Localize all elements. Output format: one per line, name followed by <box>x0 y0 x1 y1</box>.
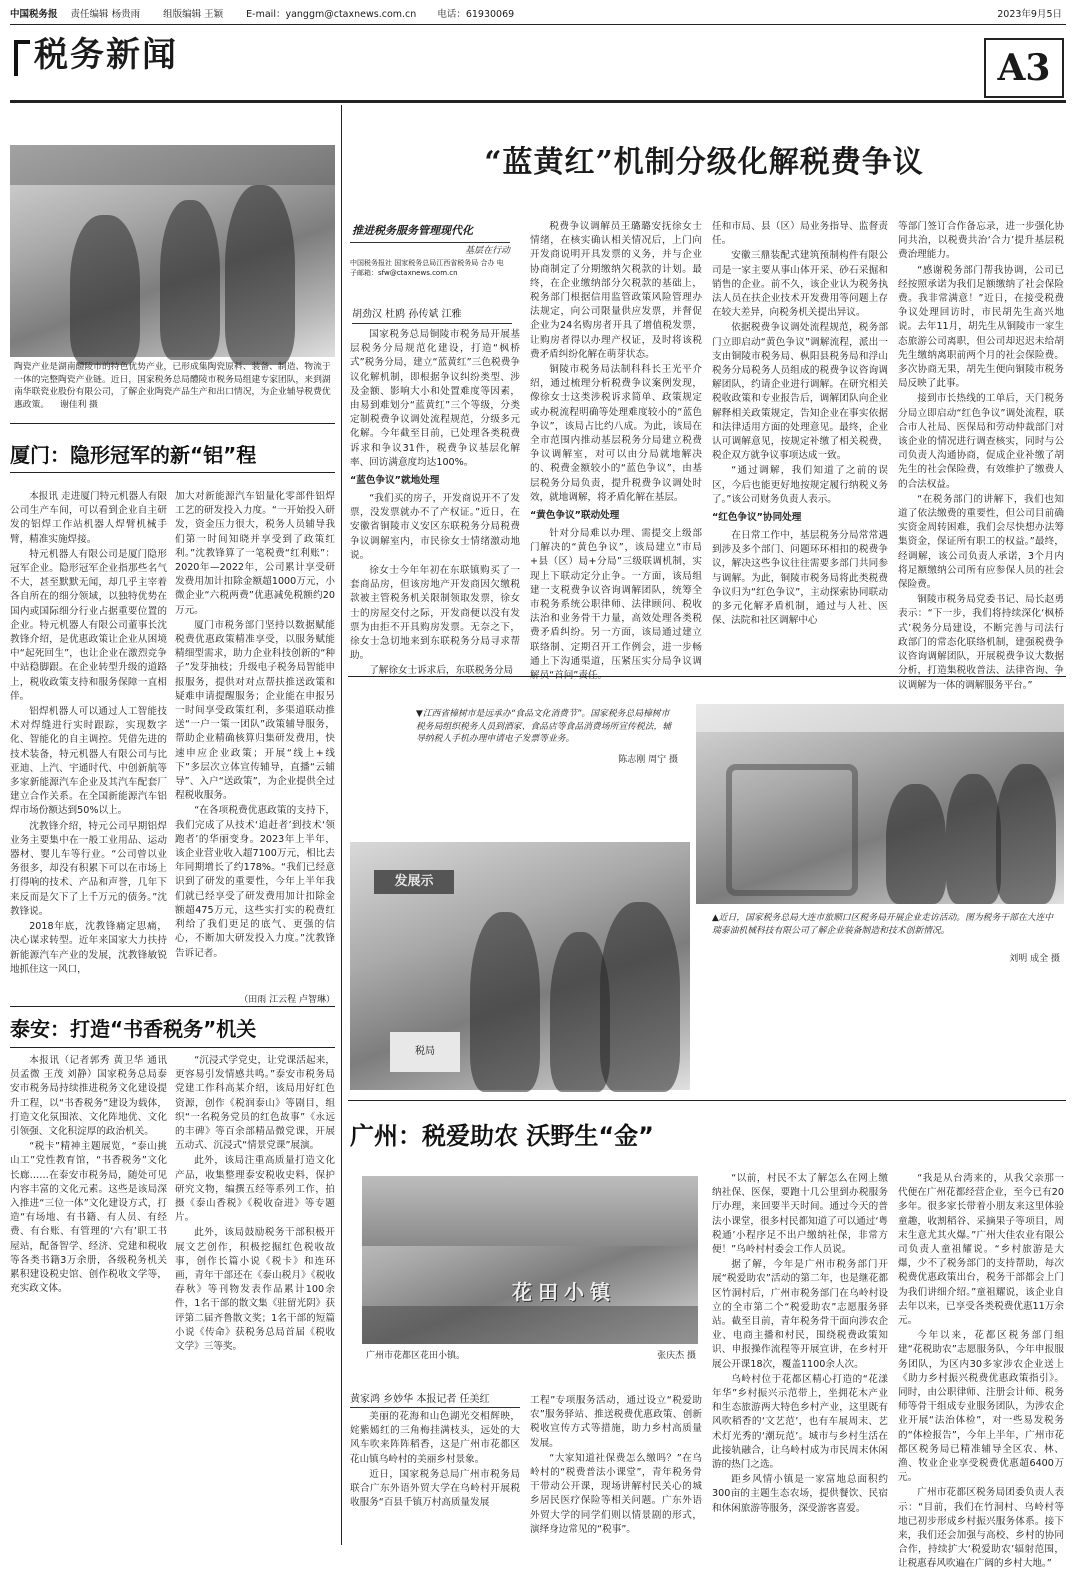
paragraph: 美丽的花海和山色湖光交相辉映，姹紫嫣红的三角梅挂满枝头，远处的大风车吹来阵阵稻香，这是广州市花都区花山镇乌岭村的美丽乡村景象。 <box>350 1411 520 1465</box>
paragraph: 税费争议调解员王璐璐安抚徐女士情绪，在核实确认相关情况后，上门向开发商说明开具发票的义务，并与企业协商制定了分期缴纳欠税款的计划。最终，在企业缴纳部分欠税款的基础上，税务部门根据信用监管政策风险管理办法规定，向公司限量供应发票，并督促企业为24名购房者开具了增值税发票，让购房者得以办理产权证，及时将该税费矛盾纠纷化解在萌芽状态。 <box>530 221 702 360</box>
paragraph: “在税务部门的讲解下，我们也知道了依法缴费的重要性，但公司目前确实资金周转困难，我们会尽快想办法筹集资金，保证所有职工的权益。”最终，经调解，该公司负责人承诺，3个月内将足额缴纳公司所有应参保人员的社会保险费。 <box>898 493 1064 591</box>
masthead-rule <box>10 24 1066 25</box>
xiamen-byline: （田雨 江云程 卢智琳） <box>239 995 335 1005</box>
paragraph: 铜陵市税务局法制科科长王光平介绍，通过梳理分析税费争议案例发现，像徐女士这类涉税诉求简单、政策规定或办税流程明确等处理难度较小的“蓝色争议”，该局占比约八成。为此，该局在全市范围内推动基层税务分局建立税费争议调解室，对可以由分局就地解决的、税费金额较小的“蓝色争议”，由基层税务分局负责，提升税费争议调处时效，就地调解，将矛盾化解在基层。 <box>530 364 702 503</box>
jiangxi-caption-box <box>416 708 678 780</box>
main-col-1 <box>350 328 520 677</box>
paragraph: 在日常工作中，基层税务分局常常遇到涉及多个部门、问题环环相扣的税费争议，解决这些争议往往需要多部门共同参与调解。为此，铜陵市税务局将此类税费争议归为“红色争议”，主动探索协同联动的多元化解矛盾机制，通过与人社、医保、法院和社区调解中心 <box>712 530 888 627</box>
main-col-3 <box>712 220 888 668</box>
main-col-4 <box>898 220 1064 691</box>
section-title-mark <box>14 40 30 76</box>
page-number: A3 <box>984 38 1064 98</box>
guangzhou-byline: 黄家鸿 乡妙华 本报记者 任美红 <box>350 1390 520 1408</box>
section-rule <box>10 100 1066 103</box>
taian-col-2 <box>175 1054 335 1544</box>
paragraph: 国家税务总局铜陵市税务局开展基层税务分局规范化建设，打造“枫桥式”税务分局，建立“蓝黄红”三色税费争议化解机制，即根据争议纠纷类型、涉及金额、影响大小和处置难度等因素，由易到难划分“蓝黄红”三个等级，分类定制税费争议调处流程规范，分级多元化解。今年截至目前，已处理各类税费诉求和争议31件，税费争议基层化解率、回访满意度均达100%。 <box>350 329 520 468</box>
jiangxi-caption: ▼江西省樟树市是远承办“食品文化消费节”。国家税务总局樟树市税务局组织税务人员到酒家、食品店等食品消费场所宣传税法，辅导纳税人手机办理申请电子发票等业务。 <box>416 709 672 745</box>
guangzhou-col-2 <box>530 1394 702 1542</box>
masthead-editor: 责任编辑 杨贵雨 <box>70 9 141 20</box>
paragraph: 等部门签订合作备忘录，进一步强化协同共治，以税费共治‘合力’提升基层税费治理能力。 <box>898 221 1064 261</box>
masthead-phone: 电话：61930069 <box>437 9 515 20</box>
paragraph: 铝焊机器人可以通过人工智能技术对焊缝进行实时跟踪，实现数字化、智能化的自主调控。凭借先进的技术装备，特元机器人有限公司与比亚迪、上汽、宇通时代、中创新航等多家新能源汽车企业及其汽车配套厂建立合作关系。在全国新能源汽车铝焊市场份额达到50%以上。 <box>10 706 167 817</box>
main-subhead-blue: “蓝色争议”就地处理 <box>350 475 440 487</box>
dalian-caption-box <box>712 912 1060 1046</box>
paragraph: “我是从台湾来的，从我父亲那一代便在广州花都经营企业，至今已有20多年。很多家长带着小朋友来这里体验童趣，收割稻谷、采摘果子等项目，周末生意尤其火爆。”广州大佳农业有限公司负责人童祖耀说。“乡村旅游是大爆，少不了税务部门的支持帮助，每次税费优惠政策出台，税务干部都会上门为我们讲细介绍。”童祖耀说，该企业自去年以来，已享受各类税费优惠11万余元。 <box>898 1173 1064 1327</box>
guangzhou-col-3 <box>712 1172 888 1542</box>
paragraph: 针对分局难以办理、需提交上级部门解决的“黄色争议”，该局建立“市局+县（区）局+分局”三级联调机制，实现上下联动定分止争。一方面，该局组建一支税费争议咨询调解团队，统筹全市税务系统公职律师、法律顾问、税收法治和业务骨干力量，高效处理各类税费矛盾纠纷。另一方面，该局通过建立联络制、定期召开工作例会，进一步畅通上下沟通渠道，压紧压实分局争议调 <box>530 528 702 667</box>
ceramics-caption-text: 陶瓷产业是湖南醴陵市的特色优势产业，已形成集陶瓷原料、装备、制造、物流于一体的完整陶瓷产业链。近日，国家税务总局醴陵市税务局组建专家团队，来到湖南华联瓷业股份有限公司，了解企业陶瓷产品生产和出口情况，为企业辅导税费优惠政策。 <box>14 362 331 410</box>
ceramics-photo <box>10 145 335 357</box>
section-title: 税务新闻 <box>34 35 178 75</box>
column-logo-box <box>350 218 510 286</box>
paragraph: 近日，国家税务总局广州市税务局联合广东外语外贸大学在乌岭村开展税收服务“百县千镇万村高质量发展 <box>350 1468 520 1509</box>
main-headline: “蓝黄红”机制分级化解税费争议 <box>484 145 924 180</box>
jiangxi-desk-label: 税局 <box>390 1032 460 1072</box>
left-rule-2 <box>10 1006 335 1007</box>
photo-bottom-rule <box>348 1100 1066 1101</box>
jiangxi-photo <box>350 842 690 1090</box>
main-subhead-yellow: “黄色争议”联动处理 <box>530 510 620 522</box>
guangzhou-photo-caption: 广州市花都区花田小镇。 <box>366 1351 466 1361</box>
paragraph: 此外，该局鼓励税务干部积极开展文艺创作，积极挖掘红色税收故事，创作长篇小说《税卡》和连环画，青年干部还在《泰山税月》《税收春秋》等刊物发表作品累计100余件，1名干部的散文集《驻留光阴》获评第二届齐鲁散文奖；1名干部的短篇小说《传命》获税务总局首届《税收文学》三等奖。 <box>175 1227 335 1353</box>
main-col-2 <box>530 220 702 668</box>
paragraph: 距乡风情小镇是一家富地总面积约300亩的主题生态农场，提供餐饮、民宿和休闲旅游等服务，深受游客喜爱。 <box>712 1474 888 1514</box>
dalian-caption: ▲近日，国家税务总局大连市旅顺口区税务局开展企业走访活动。图为税务干部在大连中瑞泰油机械科技有限公司了解企业装备制造和技术创新情况。 <box>712 913 1054 936</box>
ceramics-caption <box>14 361 332 421</box>
paragraph: “在各项税费优惠政策的支持下，我们完成了从技术‘追赶者’到技术‘领跑者’的华丽变身。2023年上半年，该企业营业收入超7100万元，相比去年同期增长了约178%。“我们已经意识到了研发的重要性，今年上半年我们就已经享受了研发费用加计扣除金额超475万元，这些实打实的税费红利给了我们更足的底气、更强的信心，不断加大研发投入力度。”沈教锋告诉记者。 <box>175 805 335 959</box>
paragraph: 特元机器人有限公司是厦门隐形冠军企业。隐形冠军企业指那些名气不大，甚至默默无闻，却几乎主宰着各自所在的细分领域，以独特优势在国内或国际细分行业占据重要位置的企业。特元机器人有限公司董事长沈教锋介绍，是优惠政策让企业从困境中“起死回生”，也让企业在激烈竞争中站稳脚跟。在企业转型升级的道路上，税收政策支持和服务保障一直相伴。 <box>10 548 167 702</box>
masthead-email: E-mail：yanggm@ctaxnews.com.cn <box>246 9 417 20</box>
main-subhead-red: “红色争议”协同处理 <box>712 512 802 524</box>
guangzhou-photo-credit: 张庆杰 摄 <box>657 1351 696 1361</box>
masthead-designer: 组版编辑 王颖 <box>163 9 224 20</box>
xiamen-title: 厦门：隐形冠军的新“铝”程 <box>10 443 257 467</box>
guangzhou-photo <box>362 1176 698 1344</box>
left-rule-1 <box>10 423 335 424</box>
guangzhou-caption-row <box>366 1348 696 1362</box>
xiamen-col-2 <box>175 490 335 990</box>
main-bottom-rule <box>348 676 1066 677</box>
masthead-bar <box>10 6 1066 24</box>
column-logo-info: 中国税务报社 国家税务总局江西省税务局 合办 电子邮箱：sfw@ctaxnews.com.cn <box>350 259 504 277</box>
paragraph: 安徽三鼎装配式建筑预制构件有限公司是一家主要从事山体开采、砂石采掘和销售的企业。前不久，该企业认为税务执法人员在扶企业技术开发费用等问题上存在较大差异，向税务机关提出异议。 <box>712 250 888 319</box>
paragraph: 接到市长热线的工单后，天门税务分局立即启动“红色争议”调处流程，联合市人社局、医保局和劳动仲裁部门对该企业的情况进行调查核实，同时与公司负责人沟通协商，促成企业补缴了胡先生的社会保险费，有效维护了缴费人的合法权益。 <box>898 393 1064 490</box>
paragraph: 加大对新能源汽车铝量化零部件铝焊工艺的研发投入力度。“一开始投入研发，资金压力很大，税务人员辅导我们第一时间知晓并享受到了政策红利。”沈教锋算了一笔税费“红利账”：2020年—2022年，公司累计享受研发费用加计扣除金额超1000万元，小微企业“六税两费”优惠减免税额约20万元。 <box>175 491 335 616</box>
column-logo-sub: 基层在行动 <box>464 246 510 256</box>
paragraph: 铜陵市税务局党委书记、局长赵勇表示：“下一步，我们将持续深化‘枫桥式’税务分局建设，不断完善与司法行政部门的常态化联络机制，建强税费争议咨询调解团队，开展税费争议大数据分析，打造集税收普法、法律咨询、争议调解为一体的调解服务平台。” <box>898 594 1064 691</box>
paragraph: “税卡”精神主题展览，“泰山挑山工”党性教育馆，“书香税务”文化长廊……在泰安市税务局，随处可见内容丰富的文化元素。这些是该局深入推进“三位一体”文化建设方式，打造“有场地、有书籍、有人员、有经费、有台账、有管理的‘六有’职工书屋站，配备智学、经济、党建和税收等各类书籍3万余册，各级税务机关累积建设税史馆、创作税收文学等，充实政文体。 <box>10 1141 167 1295</box>
paragraph: 工程”专项服务活动，通过设立“税爱助农”服务驿站、推送税费优惠政策、创新税收宣传方式等措施，助力乡村高质量发展。 <box>530 1395 702 1449</box>
taian-title: 泰安：打造“书香税务”机关 <box>10 1017 257 1041</box>
paragraph: 徐女士今年年初在东联镇购买了一套商品房，但该房地产开发商因欠缴税款被主管税务机关限制领取发票，徐女士的房屋交付之际，开发商便以没有发票为由拒不开具购房发票。无奈之下，徐女士急切地来到东联税务分局寻求帮助。 <box>350 565 520 662</box>
dalian-photo <box>696 704 1064 904</box>
paragraph: 乌岭村位于花都区精心打造的“花漾年华”乡村振兴示范带上，坐拥花木产业和生态旅游两大特色乡村产业，这里既有风吹稻香的‘文艺范’，也有车展周末、艺术灯光秀的‘潮玩范’。城市与乡村生活在此接轨融合，让乌岭村成为市民周末休闲游的热门之选。 <box>712 1373 888 1471</box>
main-byline: 胡劲汉 杜鸥 孙传斌 江雅 <box>352 305 512 324</box>
paragraph: “感谢税务部门帮我协调，公司已经按照承诺为我们足额缴纳了社会保险费。我非常满意！”近日，在接受税费争议处理回访时，市民胡先生高兴地说。去年11月，胡先生从铜陵市一家生态旅游公司离职，但公司却迟迟未给胡先生缴纳离职前两个月的社会保险费。多次协商无果，胡先生便向铜陵市税务局反映了此事。 <box>898 264 1064 390</box>
ceramics-credit: 谢佳利 摄 <box>60 399 98 410</box>
paragraph: 今年以来，花都区税务部门组建“花税助农”志愿服务队，今年申报服务团队，为区内30多家涉农企业送上《助力乡村振兴税费优惠政策指引》。同时，由公职律师、注册会计师、税务师等骨干组成专业服务团队，为涉农企业开展“法治体检”，对一些易发税务的“体检报告”，今年上半年，广州市花都区税务局已精准辅导全区农、林、渔、牧业企业享受税费优惠超6400万元。 <box>898 1330 1064 1484</box>
paragraph: “沉浸式学党史，让党课活起来，更容易引发情感共鸣。”泰安市税务局党建工作科高某介绍，该局用好红色资源，创作《税润泰山》等剧目，组织“一名税务党员的红色故事”《永远的丰碑》等百余部精品微党课，开展五动式、沉浸式“情景党课”展演。 <box>175 1055 335 1152</box>
taian-title-rule <box>10 1047 335 1048</box>
paragraph: “以前，村民不太了解怎么在网上缴纳社保、医保，要跑十几公里到办税服务厅办理，来回要半天时间。通过今天的普法小课堂，很多村民都知道了可以通过‘粤税通’小程序足不出户缴纳社保，非常方便！”乌岭村村委会工作人员说。 <box>712 1173 888 1256</box>
xiamen-col-1 <box>10 490 167 1000</box>
paragraph: 依据税费争议调处流程规范，税务部门立即启动“黄色争议”调解流程，派出一支由铜陵市税务局、枞阳县税务局和浮山税务分局税务人员组成的税费争议咨询调解团队，约请企业进行调解。在研究相关税收政策和专业报告后，调解团队向企业解释相关政策规定，告知企业在事实依据和法律适用方面的处理意见。最终，企业认可调解意见，按规定补缴了相关税费，税企双方就争议事项达成一致。 <box>712 322 888 462</box>
paragraph: 2018年底，沈教锋痛定思痛，决心谋求转型。近年来国家大力扶持新能源汽车产业的发展，沈教锋敏锐地抓住这一风口， <box>10 921 167 975</box>
paragraph: 了解徐女士诉求后，东联税务分局 <box>369 665 514 677</box>
paragraph: 广州市花都区税务局团委负责人表示：“目前，我们在竹洞村、乌岭村等地已初步形成乡村振兴服务体系。接下来，我们还会加强与高校、乡村的协同合作，持续扩大‘税爱助农’辐射范围，让税惠春风吹遍在广阔的乡村大地。” <box>898 1487 1064 1570</box>
dalian-credit: 刘明 成全 摄 <box>1009 954 1060 965</box>
paragraph: 本报讯（记者郭秀 黄卫华 通讯员孟微 王茂 刘静）国家税务总局泰安市税务局持续推进税务文化建设提升工程，以“书香税务”建设为载体，打造文化氛围浓、文化阵地优、文化引领强、文化积淀厚的政治机关。 <box>10 1055 167 1138</box>
guangzhou-col-1 <box>350 1410 520 1542</box>
paragraph: “通过调解，我们知道了之前的误区，今后也能更好地按规定履行纳税义务了。”该公司财务负责人表示。 <box>712 465 888 505</box>
flower-town-sign: 花田小镇 <box>512 1280 616 1304</box>
masthead-paper: 中国税务报 <box>10 9 58 20</box>
masthead-date: 2023年9月5日 <box>997 9 1062 20</box>
paragraph: 此外，该局注重高质量打造文化产品，收集整理泰安税收史料，保护研究文物，编撰五经等系列工作，拍摄《泰山香税》《税收奋进》等专题片。 <box>175 1155 335 1224</box>
paragraph: “我们买的房子，开发商说开不了发票，没发票就办不了产权证。”近日，在安徽省铜陵市义安区东联税务分局税费争议调解室内，市民徐女士情绪激动地说。 <box>350 493 520 561</box>
column-logo-title: 推进税务服务管理现代化 <box>350 218 510 243</box>
guangzhou-col-4 <box>898 1172 1064 1570</box>
paragraph: 厦门市税务部门坚持以数据赋能税费优惠政策精准享受，以服务赋能精细型需求，助力企业科技创新的“种子”发芽抽枝；升级电子税务局智能申报服务，提供对对点帮扶推送政策和疑难申请提醒服务；企业能在申报另一时间享受政策红利，多渠道联动推送“一户一策一团队”政策辅导服务，帮助企业精确核算归集研发费用，快速申应企业政策；开展“线上+线下”多层次立体宣传辅导，直播“云辅导”、入户“送政策”，为企业提供全过程税收服务。 <box>175 619 335 802</box>
guangzhou-title: 广州：税爱助农 沃野生“金” <box>350 1122 654 1150</box>
paragraph: 任和市局、县（区）局业务指导、监督责任。 <box>712 221 888 247</box>
taian-col-1 <box>10 1054 167 1544</box>
column-divider <box>341 105 342 1545</box>
xiamen-title-rule <box>10 472 335 473</box>
paragraph: 本报讯 走进厦门特元机器人有限公司生产车间，可以看到企业自主研发的铝焊工作站机器人焊臂机械手臂，精准实施焊接。 <box>10 491 167 545</box>
paragraph: “大家知道社保费怎么缴吗？”在乌岭村的“税费普法小课堂”，青年税务骨干带动公开课，现场讲解村民关心的城乡居民医疗保险等相关问题。广东外语外贸大学的同学们则以情景剧的形式，演绎身边常见的“税事”。 <box>530 1452 702 1535</box>
paragraph: 沈教锋介绍，特元公司早期铝焊业务主要集中在一般工业用品、运动器材、婴儿车等行业。“公司曾以业务很多，却没有积累下可以在市场上打得响的技术、产品和声誉，几年下来反而是欠下了上千万元的债务。”沈教锋说。 <box>10 820 167 917</box>
paragraph: 据了解，今年是广州市税务部门开展“税爱助农”活动的第二年，也是继花都区竹洞村后，广州市税务部门在乌岭村设立的全市第二个“税爱助农”志愿服务驿站。截至目前，青年税务骨干面向涉农企业、电商主播和村民，围绕税费政策知识、申报操作流程等开展宣讲，在乡村开展公开课18次，覆盖1100余人次。 <box>712 1259 888 1370</box>
jiangxi-credit: 陈志刚 周宁 摄 <box>618 754 678 765</box>
jiangxi-stall-sign: 发展示 <box>374 870 454 894</box>
